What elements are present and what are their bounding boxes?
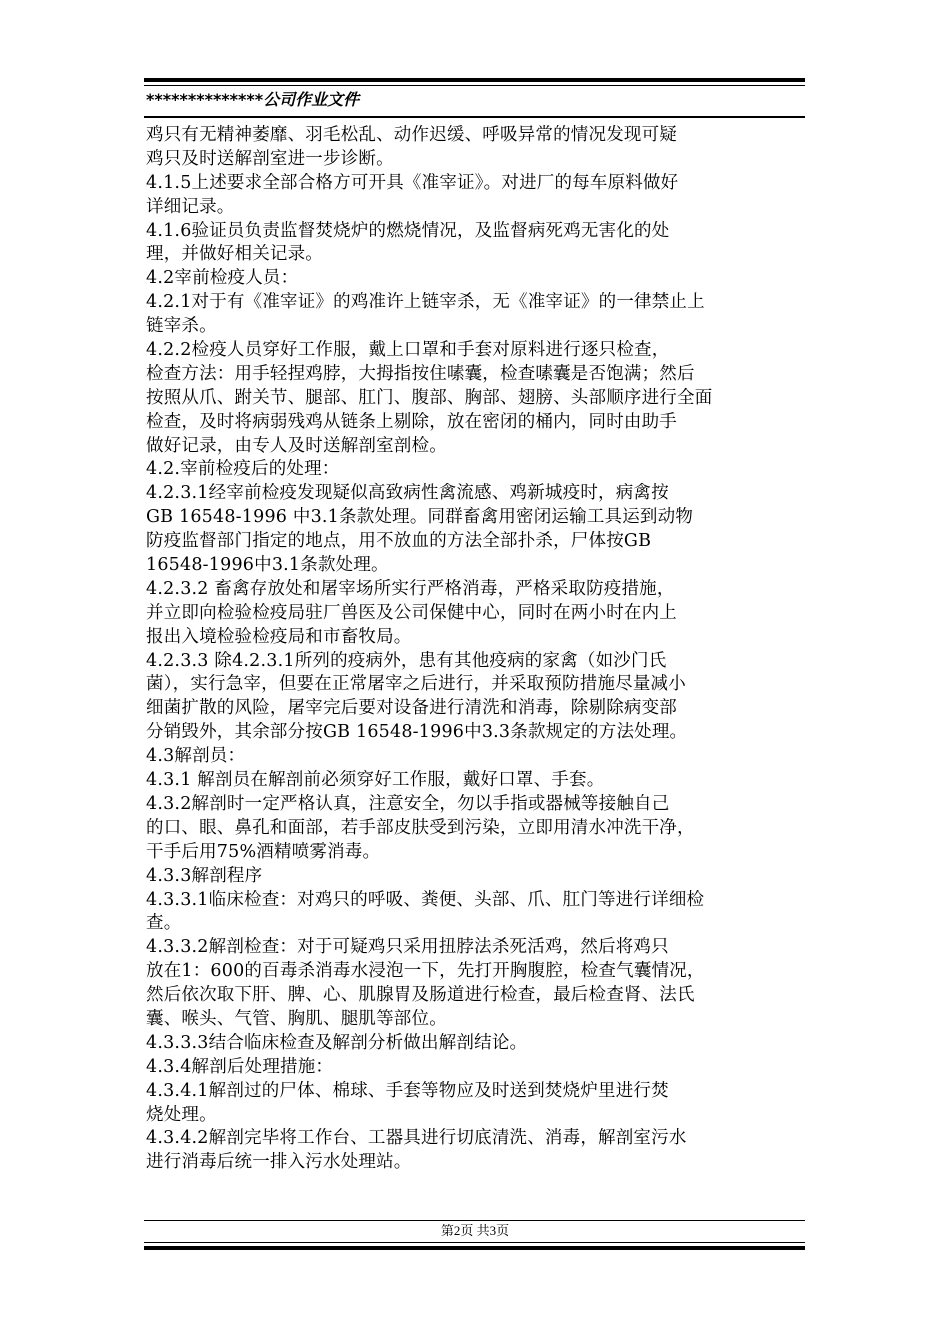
text-line: 4.2.3.2 畜禽存放处和屠宰场所实行严格消毒，严格采取防疫措施， [146, 578, 675, 599]
text-line: 囊、喉头、气管、胸肌、腿肌等部位。 [146, 1008, 447, 1029]
text-line: 菌），实行急宰，但要在正常屠宰之后进行，并采取预防措施尽量减小 [146, 674, 686, 695]
header-rule-thick [144, 78, 805, 82]
footer-rule-top [144, 1220, 805, 1221]
text-line: 4.2.3.3 除4.2.3.1所列的疫病外，患有其他疫病的家禽（如沙门氏 [146, 650, 667, 671]
text-line: 干手后用75%酒精喷雾消毒。 [146, 841, 381, 862]
text-line: 16548-1996中3.1条款处理。 [146, 555, 389, 576]
text-line: 4.2.3.1经宰前检疫发现疑似高致病性禽流感、鸡新城疫时，病禽按 [146, 483, 669, 504]
body-text [146, 124, 806, 1175]
header-title: **************公司作业文件 [146, 90, 360, 109]
text-line: 4.3.2解剖时一定严格认真，注意安全，勿以手指或器械等接触自己 [146, 793, 670, 814]
text-line: 理，并做好相关记录。 [146, 244, 323, 265]
text-line: 4.2.1对于有《准宰证》的鸡准许上链宰杀，无《准宰证》的一律禁止上 [146, 292, 705, 313]
text-line: 4.3.1 解剖员在解剖前必须穿好工作服，戴好口罩、手套。 [146, 770, 605, 791]
footer-rule-thick [144, 1246, 805, 1250]
text-line: 4.2.宰前检疫后的处理： [146, 459, 340, 480]
text-line: 检查方法：用手轻捏鸡脖，大拇指按住嗉囊，检查嗉囊是否饱满；然后 [146, 363, 695, 384]
text-line: 细菌扩散的风险，屠宰完后要对设备进行清洗和消毒，除剔除病变部 [146, 698, 677, 719]
text-line: 做好记录，由专人及时送解剖室剖检。 [146, 435, 447, 456]
text-line: 的口、眼、鼻孔和面部，若手部皮肤受到污染，立即用清水冲洗干净， [146, 817, 695, 838]
text-line: GB 16548-1996 中3.1条款处理。同群畜禽用密闭运输工具运到动物 [146, 507, 694, 528]
text-line: 并立即向检验检疫局驻厂兽医及公司保健中心，同时在两小时在内上 [146, 602, 677, 623]
text-line: 4.3.3解剖程序 [146, 865, 263, 886]
header-rule-thin [144, 85, 805, 86]
text-line: 4.3.3.1临床检查：对鸡只的呼吸、粪便、头部、爪、肛门等进行详细检 [146, 889, 705, 910]
text-line: 4.3.3.2解剖检查：对于可疑鸡只采用扭脖法杀死活鸡，然后将鸡只 [146, 937, 669, 958]
text-line: 放在1：600的百毒杀消毒水浸泡一下，先打开胸腹腔，检查气囊情况， [146, 961, 705, 982]
text-line: 防疫监督部门指定的地点，用不放血的方法全部扑杀，尸体按GB [146, 531, 652, 552]
text-line: 鸡只及时送解剖室进一步诊断。 [146, 148, 394, 169]
text-line: 4.3.4解剖后处理措施： [146, 1056, 334, 1077]
text-line: 4.2宰前检疫人员： [146, 268, 299, 289]
text-line: 查。 [146, 913, 182, 934]
text-line: 进行消毒后统一排入污水处理站。 [146, 1152, 412, 1173]
page-number: 第2页 共3页 [440, 1223, 510, 1238]
text-line: 4.3.4.2解剖完毕将工作台、工器具进行切底清洗、消毒，解剖室污水 [146, 1128, 687, 1149]
text-line: 4.3解剖员： [146, 746, 246, 767]
header-rule-bottom [144, 116, 805, 118]
text-line: 报出入境检验检疫局和市畜牧局。 [146, 626, 412, 647]
text-line: 4.1.5上述要求全部合格方可开具《准宰证》。对进厂的每车原料做好 [146, 172, 679, 193]
text-line: 4.3.4.1解剖过的尸体、棉球、手套等物应及时送到焚烧炉里进行焚 [146, 1080, 669, 1101]
text-line: 分销毁外，其余部分按GB 16548-1996中3.3条款规定的方法处理。 [146, 722, 688, 743]
footer-rule-thin [144, 1242, 805, 1243]
text-line: 4.2.2检疫人员穿好工作服，戴上口罩和手套对原料进行逐只检查， [146, 340, 670, 361]
text-line: 4.3.3.3结合临床检查及解剖分析做出解剖结论。 [146, 1032, 528, 1053]
text-line: 4.1.6验证员负责监督焚烧炉的燃烧情况，及监督病死鸡无害化的处 [146, 220, 670, 241]
text-line: 然后依次取下肝、脾、心、肌腺胃及肠道进行检查，最后检查肾、法氏 [146, 985, 695, 1006]
text-line: 检查，及时将病弱残鸡从链条上剔除，放在密闭的桶内，同时由助手 [146, 411, 677, 432]
text-line: 详细记录。 [146, 196, 235, 217]
text-line: 按照从爪、跗关节、腿部、肛门、腹部、胸部、翅膀、头部顺序进行全面 [146, 387, 713, 408]
text-line: 鸡只有无精神萎靡、羽毛松乱、动作迟缓、呼吸异常的情况发现可疑 [146, 125, 677, 145]
text-line: 链宰杀。 [146, 316, 217, 337]
text-line: 烧处理。 [146, 1104, 217, 1125]
